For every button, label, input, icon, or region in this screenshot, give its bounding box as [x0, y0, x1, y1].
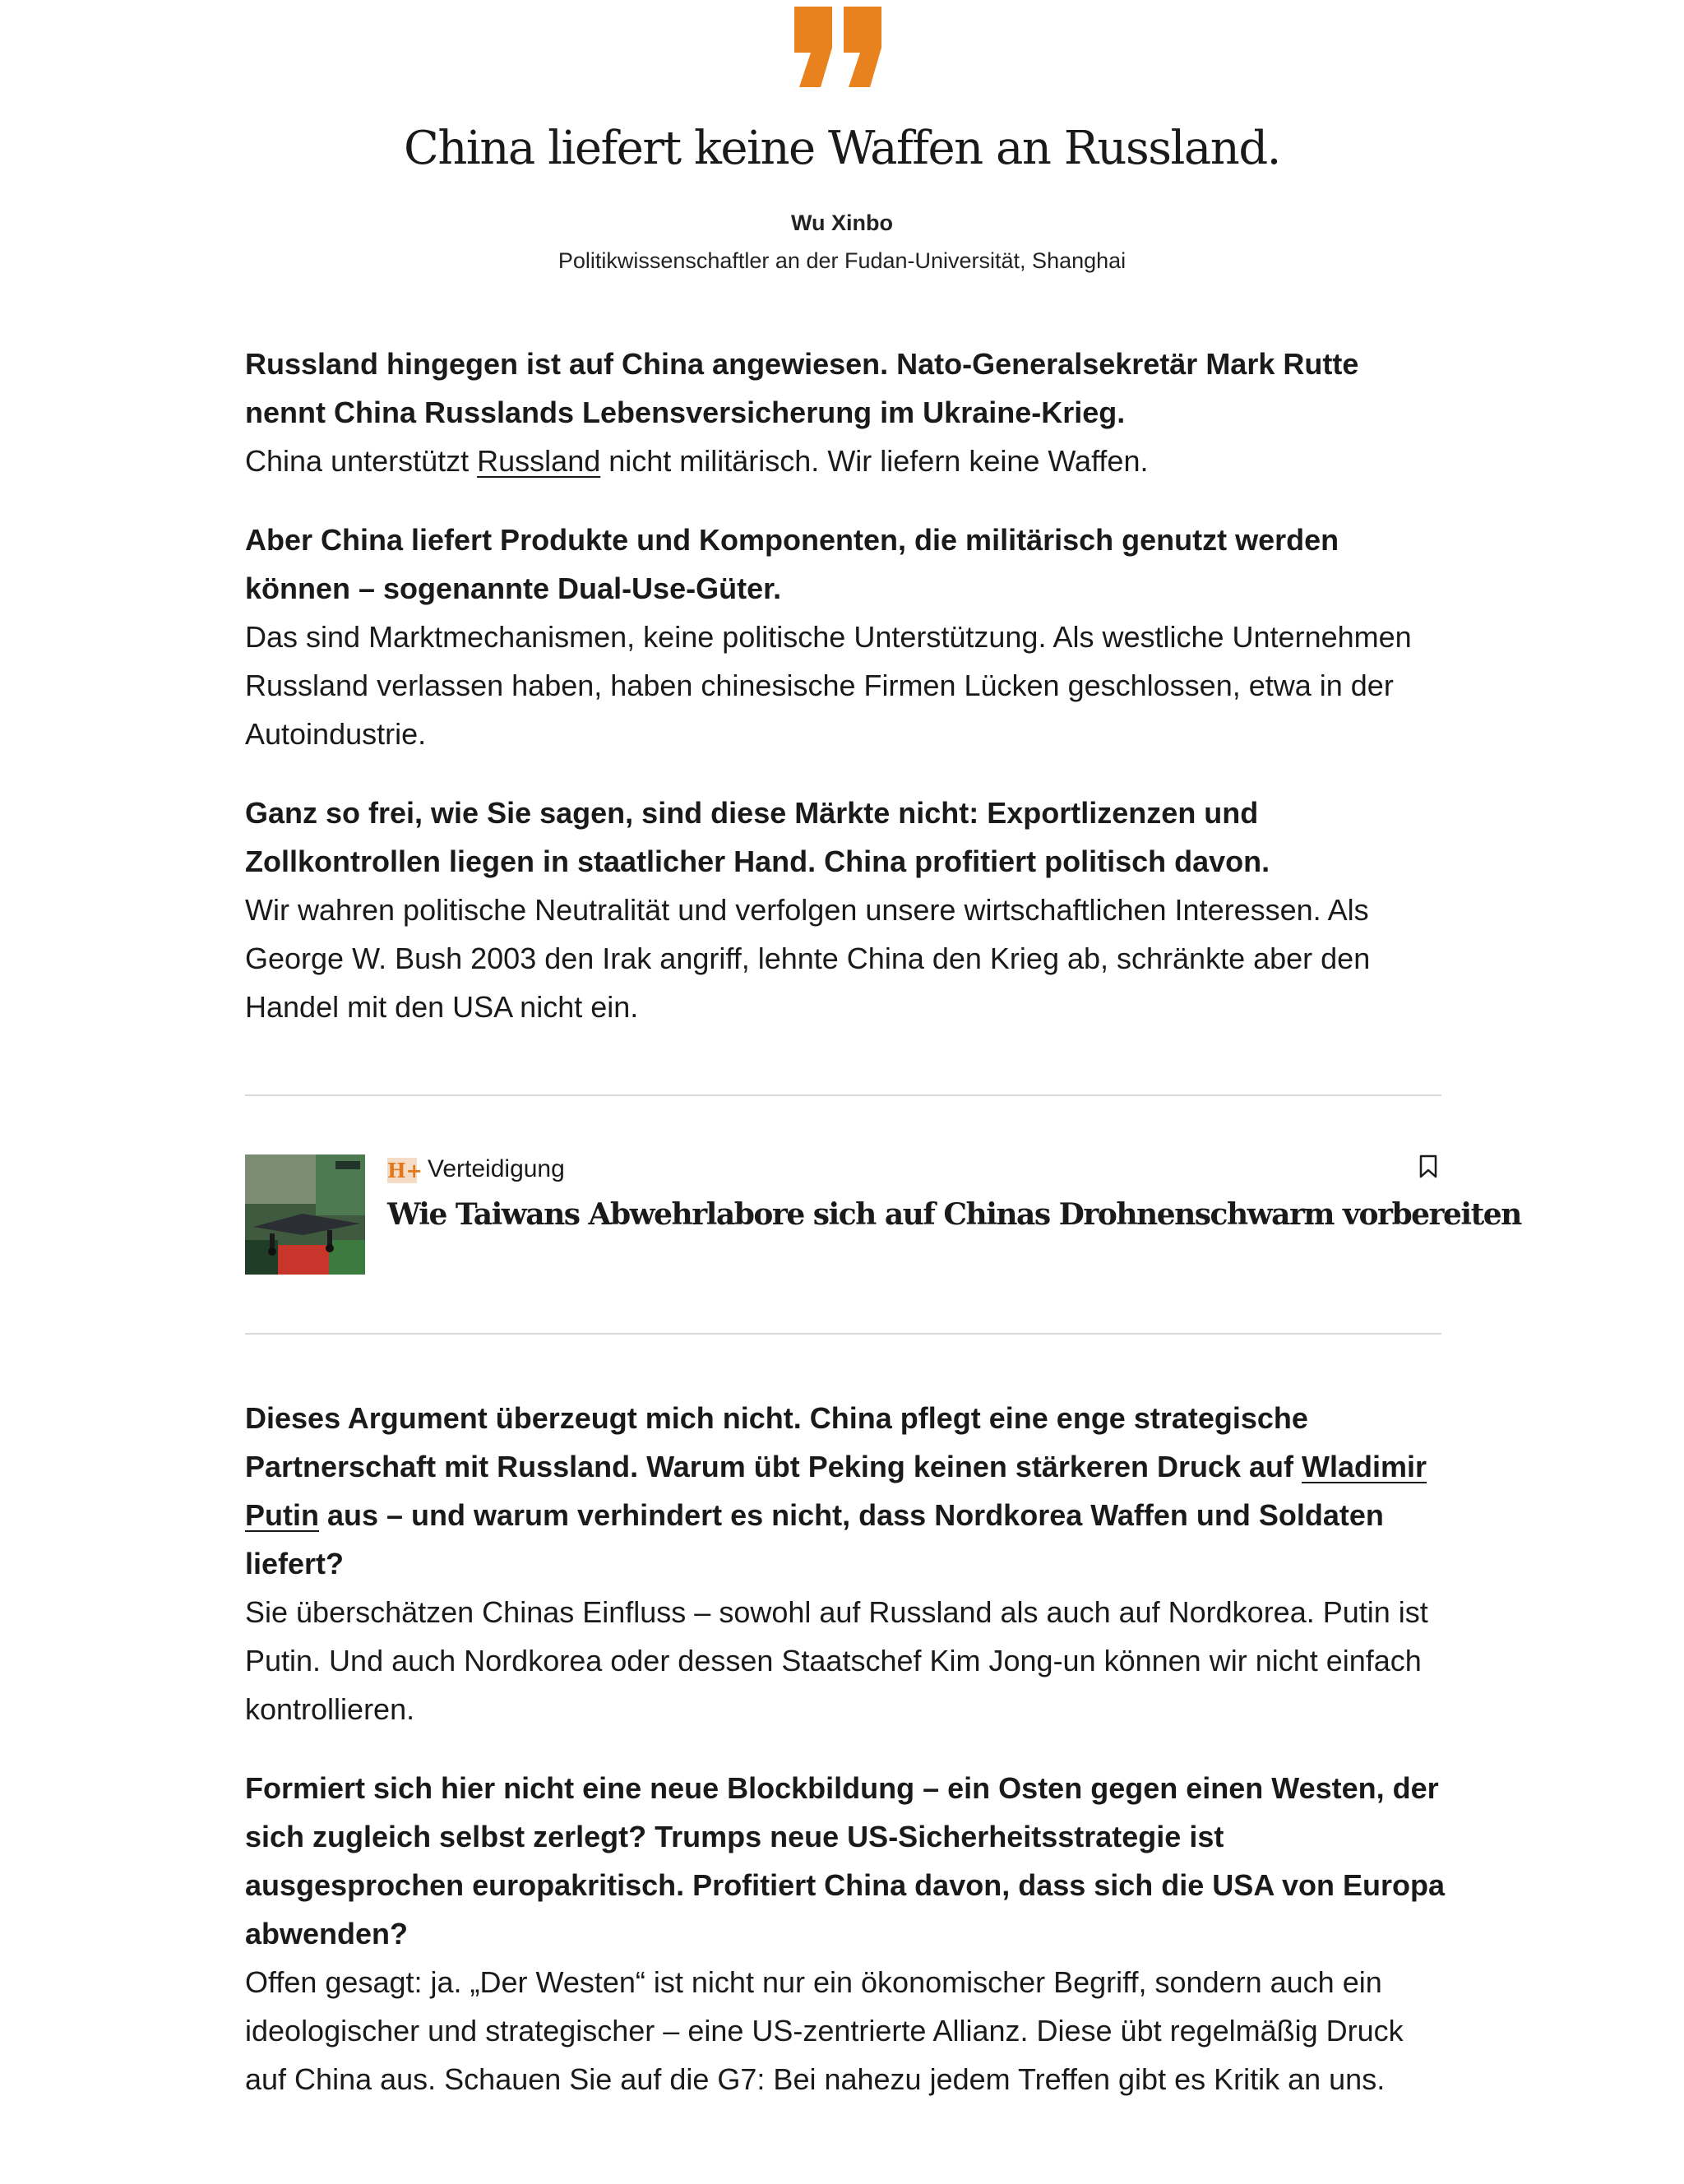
interview-question: Aber China liefert Produkte und Komponenten, die militärisch genutzt werden können – sogenannte Dual-Use-Güter. [245, 523, 1339, 605]
interview-question: Ganz so frei, wie Sie sagen, sind diese Märkte nicht: Exportlizenzen und Zollkontrollen liegen in staatlicher Hand. China profitiert politisch davon. [245, 796, 1270, 878]
divider [245, 1094, 1441, 1096]
teaser-category[interactable]: Verteidigung [428, 1155, 565, 1182]
divider [245, 1333, 1441, 1335]
interview-question: Dieses Argument überzeugt mich nicht. China pflegt eine enge strategische Partnerschaft mit Russland. Warum übt Peking keinen stärkeren Druck auf Wladimir Putin aus – und warum verhindert es nicht, dass Nordkorea Waffen und Soldaten liefert? [245, 1401, 1427, 1580]
link-russland[interactable]: Russland [477, 444, 601, 478]
interview-question: Formiert sich hier nicht eine neue Blockbildung – ein Osten gegen einen Westen, der sich zugleich selbst zerlegt? Trumps neue US-Sicherheitsstrategie ist ausgesprochen europakritisch. Profitiert China davon, dass sich die USA von Europa abwenden? [245, 1771, 1446, 1950]
quote-mark-icon [789, 7, 886, 89]
link-wladimir-putin[interactable]: Wladimir Putin [245, 1450, 1427, 1532]
interview-answer: Sie überschätzen Chinas Einfluss – sowohl auf Russland als auch auf Nordkorea. Putin ist Putin. Und auch Nordkorea oder dessen Staatschef Kim Jong-un können wir nicht einfach kontrollieren. [245, 1595, 1428, 1726]
interview-answer: Das sind Marktmechanismen, keine politische Unterstützung. Als westliche Unternehmen Russland verlassen haben, haben chinesische Firmen Lücken geschlossen, etwa in der Autoindustrie. [245, 620, 1412, 751]
interview-block [245, 516, 1446, 758]
interview-question: Russland hingegen ist auf China angewiesen. Nato-Generalsekretär Mark Rutte nennt China Russlands Lebensversicherung im Ukraine-Krieg. [245, 347, 1359, 429]
pull-quote-role: Politikwissenschaftler an der Fudan-Universität, Shanghai [557, 248, 1127, 273]
interview-answer: China unterstützt Russland nicht militärisch. Wir liefern keine Waffen. [245, 444, 1149, 478]
interview-block [245, 340, 1446, 485]
teaser-thumbnail[interactable] [245, 1154, 365, 1275]
pull-quote-author: Wu Xinbo [791, 211, 893, 235]
premium-badge: H+ [387, 1159, 423, 1182]
teaser-title-link[interactable]: Wie Taiwans Abwehrlabore sich auf Chinas Drohnenschwarm vorbereiten [387, 1197, 1521, 1232]
interview-answer: Wir wahren politische Neutralität und verfolgen unsere wirtschaftlichen Interessen. Als George W. Bush 2003 den Irak angriff, lehnte China den Krieg ab, schränkte aber den Handel mit den USA nicht ein. [245, 893, 1371, 1024]
interview-block [245, 1394, 1446, 1733]
interview-block [245, 1764, 1446, 2103]
bookmark-icon[interactable] [1419, 1154, 1437, 1179]
interview-block [245, 789, 1446, 1031]
interview-answer: Offen gesagt: ja. „Der Westen“ ist nicht nur ein ökonomischer Begriff, sondern auch ein ideologischer und strategischer – eine US-zentrierte Allianz. Diese übt regelmäßig Druck auf China aus. Schauen Sie auf die G7: Bei nahezu jedem Treffen gibt es Kritik an uns. [245, 1965, 1404, 2096]
pull-quote-text: China liefert keine Waffen an Russland. [404, 122, 1280, 175]
